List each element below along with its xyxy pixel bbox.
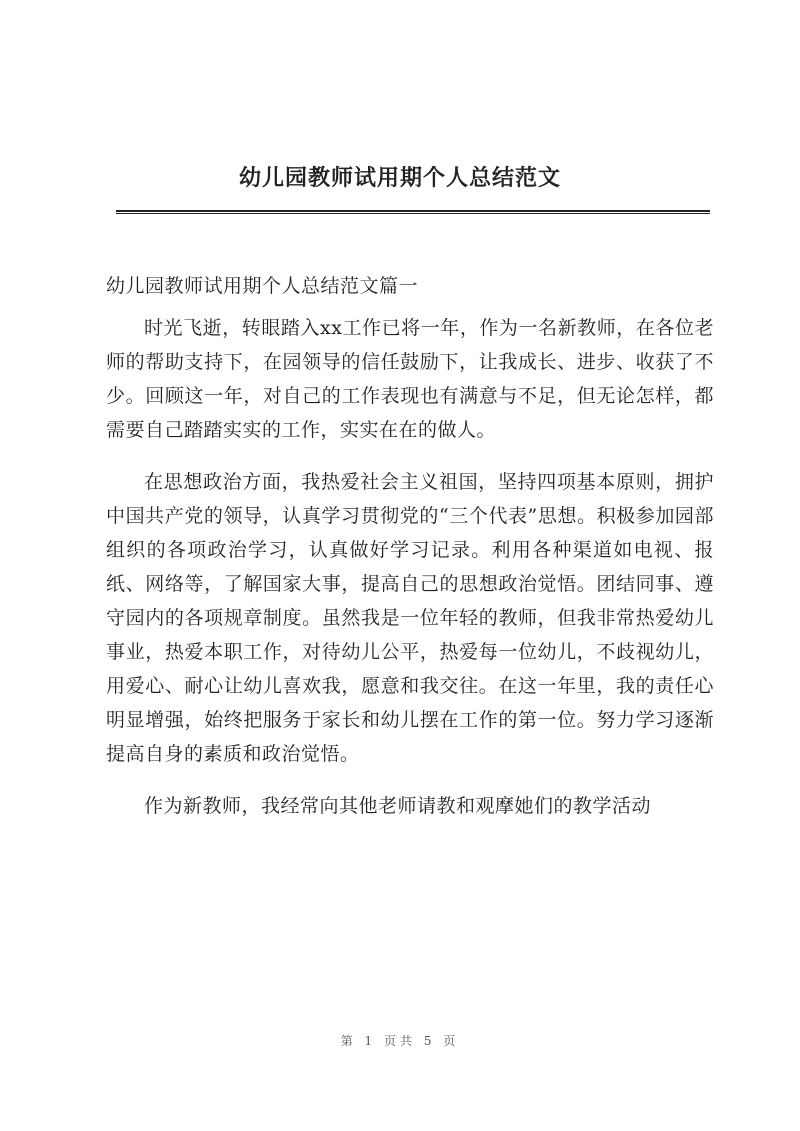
paragraph-2: 在思想政治方面，我热爱社会主义祖国，坚持四项基本原则，拥护中国共产党的领导，认真学习贯彻党的“三个代表”思想。积极参加园部组织的各项政治学习，认真做好学习记录。利用各种渠道如电视、报纸、网络等，了解国家大事，提高自己的思想政治觉悟。团结同事、遵守园内的各项规章制度。虽然我是一位年轻的教师，但我非常热爱幼儿事业，热爱本职工作，对待幼儿公平，热爱每一位幼儿，不歧视幼儿，用爱心、耐心让幼儿喜欢我，愿意和我交往。在这一年里，我的责任心明显增强，始终把服务于家长和幼儿摆在工作的第一位。努力学习逐渐提高自身的素质和政治觉悟。 [106, 471, 714, 765]
document-body [106, 269, 714, 823]
title-underline [116, 210, 710, 214]
document-title: 幼儿园教师试用期个人总结范文 [238, 165, 561, 191]
section-heading: 幼儿园教师试用期个人总结范文篇一 [106, 275, 419, 297]
paragraph-1: 时光飞逝，转眼踏入xx工作已将一年，作为一名新教师，在各位老师的帮助支持下，在园领导的信任鼓励下，让我成长、进步、收获了不少。回顾这一年，对自己的工作表现也有满意与不足，但无论怎样，都需要自己踏踏实实的工作，实实在在的做人。 [106, 317, 714, 441]
page-number-footer: 第 1 页共 5 页 [340, 1034, 460, 1048]
paragraph-3: 作为新教师，我经常向其他老师请教和观摩她们的教学活动 [144, 795, 652, 817]
